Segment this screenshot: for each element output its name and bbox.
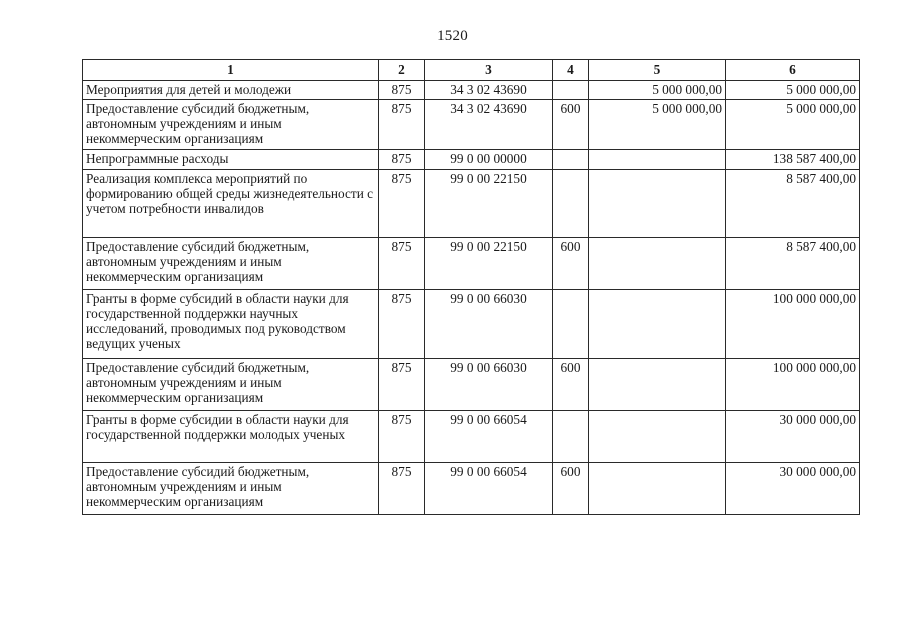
table-row <box>83 238 860 290</box>
row-col4 <box>553 411 589 463</box>
row-col2: 875 <box>379 359 425 411</box>
row-col2: 875 <box>379 170 425 238</box>
header-col-1: 1 <box>83 60 379 81</box>
row-col3: 34 3 02 43690 <box>425 81 553 100</box>
row-col2: 875 <box>379 411 425 463</box>
row-col5 <box>589 238 726 290</box>
row-col4: 600 <box>553 359 589 411</box>
row-col4: 600 <box>553 463 589 515</box>
row-name: Гранты в форме субсидии в области науки для государственной поддержки молодых ученых <box>83 411 379 463</box>
header-col-6: 6 <box>726 60 860 81</box>
row-col3: 99 0 00 66054 <box>425 411 553 463</box>
row-col5 <box>589 463 726 515</box>
row-name: Предоставление субсидий бюджетным, автономным учреждениям и иным некоммерческим организациям <box>83 463 379 515</box>
row-col4: 600 <box>553 238 589 290</box>
row-col5 <box>589 150 726 170</box>
header-col-2: 2 <box>379 60 425 81</box>
row-col5 <box>589 359 726 411</box>
table-row <box>83 359 860 411</box>
row-name: Непрограммные расходы <box>83 150 379 170</box>
row-col2: 875 <box>379 290 425 359</box>
row-col3: 99 0 00 22150 <box>425 238 553 290</box>
table-row <box>83 81 860 100</box>
row-col3: 99 0 00 66054 <box>425 463 553 515</box>
row-name: Реализация комплекса мероприятий по формированию общей среды жизнедеятельности с учетом потребности инвалидов <box>83 170 379 238</box>
row-col3: 99 0 00 66030 <box>425 359 553 411</box>
row-col6: 30 000 000,00 <box>726 411 860 463</box>
row-col6: 138 587 400,00 <box>726 150 860 170</box>
page-number: 1520 <box>437 28 468 44</box>
row-col3: 99 0 00 00000 <box>425 150 553 170</box>
budget-table <box>82 59 860 515</box>
row-col5 <box>589 290 726 359</box>
row-col5: 5 000 000,00 <box>589 81 726 100</box>
row-col4 <box>553 81 589 100</box>
row-col2: 875 <box>379 81 425 100</box>
row-col2: 875 <box>379 238 425 290</box>
row-col6: 30 000 000,00 <box>726 463 860 515</box>
row-col6: 8 587 400,00 <box>726 170 860 238</box>
row-col6: 5 000 000,00 <box>726 100 860 150</box>
row-col3: 99 0 00 66030 <box>425 290 553 359</box>
table-row <box>83 150 860 170</box>
row-name: Предоставление субсидий бюджетным, автономным учреждениям и иным некоммерческим организациям <box>83 100 379 150</box>
table-header-row <box>83 60 860 81</box>
table-row <box>83 170 860 238</box>
row-col2: 875 <box>379 150 425 170</box>
row-col3: 99 0 00 22150 <box>425 170 553 238</box>
table-row <box>83 290 860 359</box>
row-col4: 600 <box>553 100 589 150</box>
row-name: Мероприятия для детей и молодежи <box>83 81 379 100</box>
table-row <box>83 411 860 463</box>
row-col2: 875 <box>379 100 425 150</box>
header-col-5: 5 <box>589 60 726 81</box>
header-col-4: 4 <box>553 60 589 81</box>
row-name: Предоставление субсидий бюджетным, автономным учреждениям и иным некоммерческим организациям <box>83 359 379 411</box>
row-col3: 34 3 02 43690 <box>425 100 553 150</box>
row-col4 <box>553 170 589 238</box>
row-col6: 100 000 000,00 <box>726 290 860 359</box>
row-col5 <box>589 170 726 238</box>
table-row <box>83 100 860 150</box>
row-col5: 5 000 000,00 <box>589 100 726 150</box>
row-col6: 8 587 400,00 <box>726 238 860 290</box>
table-row <box>83 463 860 515</box>
header-col-3: 3 <box>425 60 553 81</box>
row-col4 <box>553 150 589 170</box>
row-col2: 875 <box>379 463 425 515</box>
row-col6: 100 000 000,00 <box>726 359 860 411</box>
row-col5 <box>589 411 726 463</box>
row-col6: 5 000 000,00 <box>726 81 860 100</box>
row-col4 <box>553 290 589 359</box>
row-name: Гранты в форме субсидий в области науки для государственной поддержки научных исследований, проводимых под руководством ведущих ученых <box>83 290 379 359</box>
row-name: Предоставление субсидий бюджетным, автономным учреждениям и иным некоммерческим организациям <box>83 238 379 290</box>
